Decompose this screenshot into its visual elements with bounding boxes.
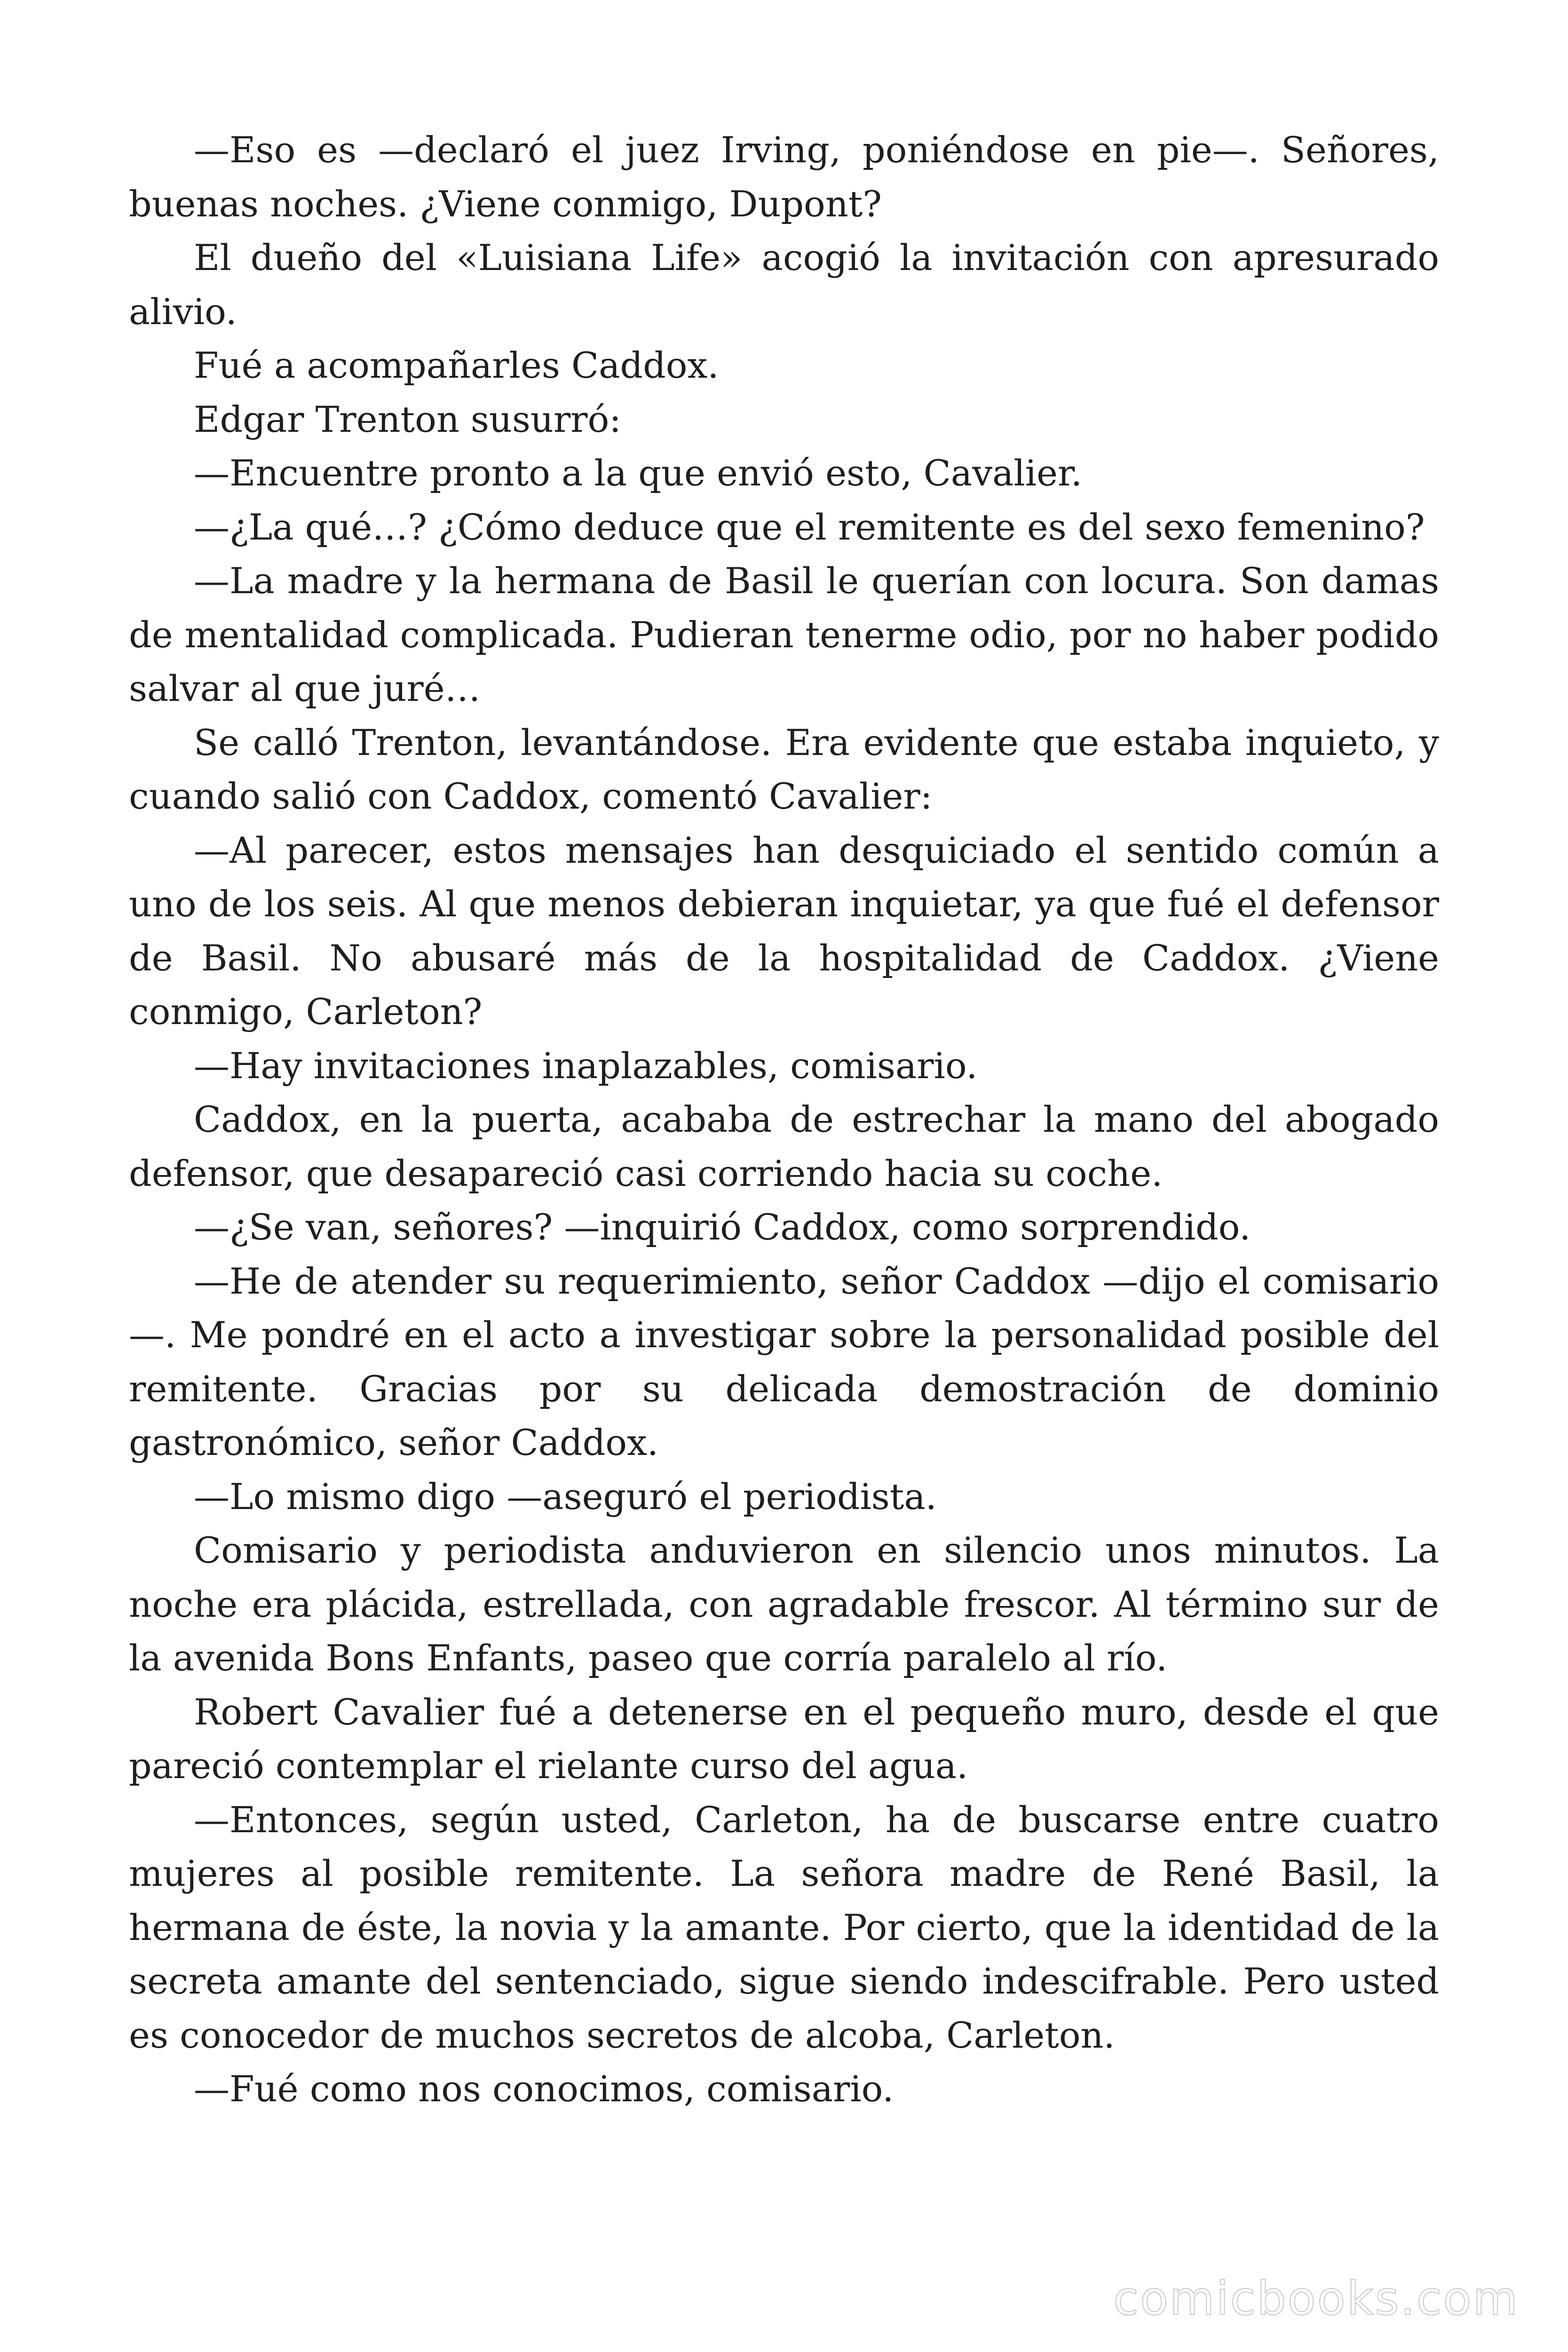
paragraph: —Eso es —declaró el juez Irving, poniéndose en pie—. Señores, buenas noches. ¿Viene conmigo, Dupont? — [129, 129, 1439, 225]
paragraph: —Encuentre pronto a la que envió esto, Cavalier. — [194, 452, 1083, 494]
paragraph: —La madre y la hermana de Basil le querían con locura. Son damas de mentalidad complicada. Pudieran tenerme odio, por no haber podido salvar al que juré… — [129, 560, 1439, 709]
paragraph: —Hay invitaciones inaplazables, comisario. — [194, 1044, 978, 1087]
paragraph: —¿Se van, señores? —inquirió Caddox, como sorprendido. — [194, 1206, 1251, 1248]
paragraph: —He de atender su requerimiento, señor Caddox —dijo el comisario—. Me pondré en el acto a investigar sobre la personalidad posible del remitente. Gracias por su delicada demostración de dominio gastronómico, señor Caddox. — [129, 1260, 1439, 1463]
paragraph: —Entonces, según usted, Carleton, ha de buscarse entre cuatro mujeres al posible remitente. La señora madre de René Basil, la hermana de éste, la novia y la amante. Por cierto, que la identidad de la secreta amante del sentenciado, sigue siendo indescifrable. Pero usted es conocedor de muchos secretos de alcoba, Carleton. — [129, 1798, 1439, 2056]
paragraph: Fué a acompañarles Caddox. — [194, 344, 719, 386]
paragraph: —Lo mismo digo —aseguró el periodista. — [194, 1475, 937, 1518]
paragraph: Edgar Trenton susurró: — [194, 398, 621, 440]
paragraph: Caddox, en la puerta, acababa de estrechar la mano del abogado defensor, que desapareció casi corriendo hacia su coche. — [129, 1098, 1439, 1194]
paragraph: Robert Cavalier fué a detenerse en el pequeño muro, desde el que pareció contemplar el rielante curso del agua. — [129, 1691, 1439, 1787]
paragraph: —Al parecer, estos mensajes han desquiciado el sentido común a uno de los seis. Al que menos debieran inquietar, ya que fué el defensor de Basil. No abusaré más de la hospitalidad de Caddox. ¿Viene conmigo, Carleton? — [129, 829, 1439, 1033]
paragraph: Se calló Trenton, levantándose. Era evidente que estaba inquieto, y cuando salió con Caddox, comentó Cavalier: — [129, 721, 1439, 817]
book-page-text — [129, 123, 1439, 2116]
paragraph: Comisario y periodista anduvieron en silencio unos minutos. La noche era plácida, estrellada, con agradable frescor. Al término sur de la avenida Bons Enfants, paseo que corría paralelo al río. — [129, 1529, 1439, 1679]
paragraph: —Fué como nos conocimos, comisario. — [194, 2068, 894, 2110]
paragraph: El dueño del «Luisiana Life» acogió la invitación con apresurado alivio. — [129, 237, 1439, 333]
paragraph: —¿La qué…? ¿Cómo deduce que el remitente es del sexo femenino? — [194, 506, 1425, 548]
watermark: comicbooks.com — [1113, 2272, 1519, 2326]
